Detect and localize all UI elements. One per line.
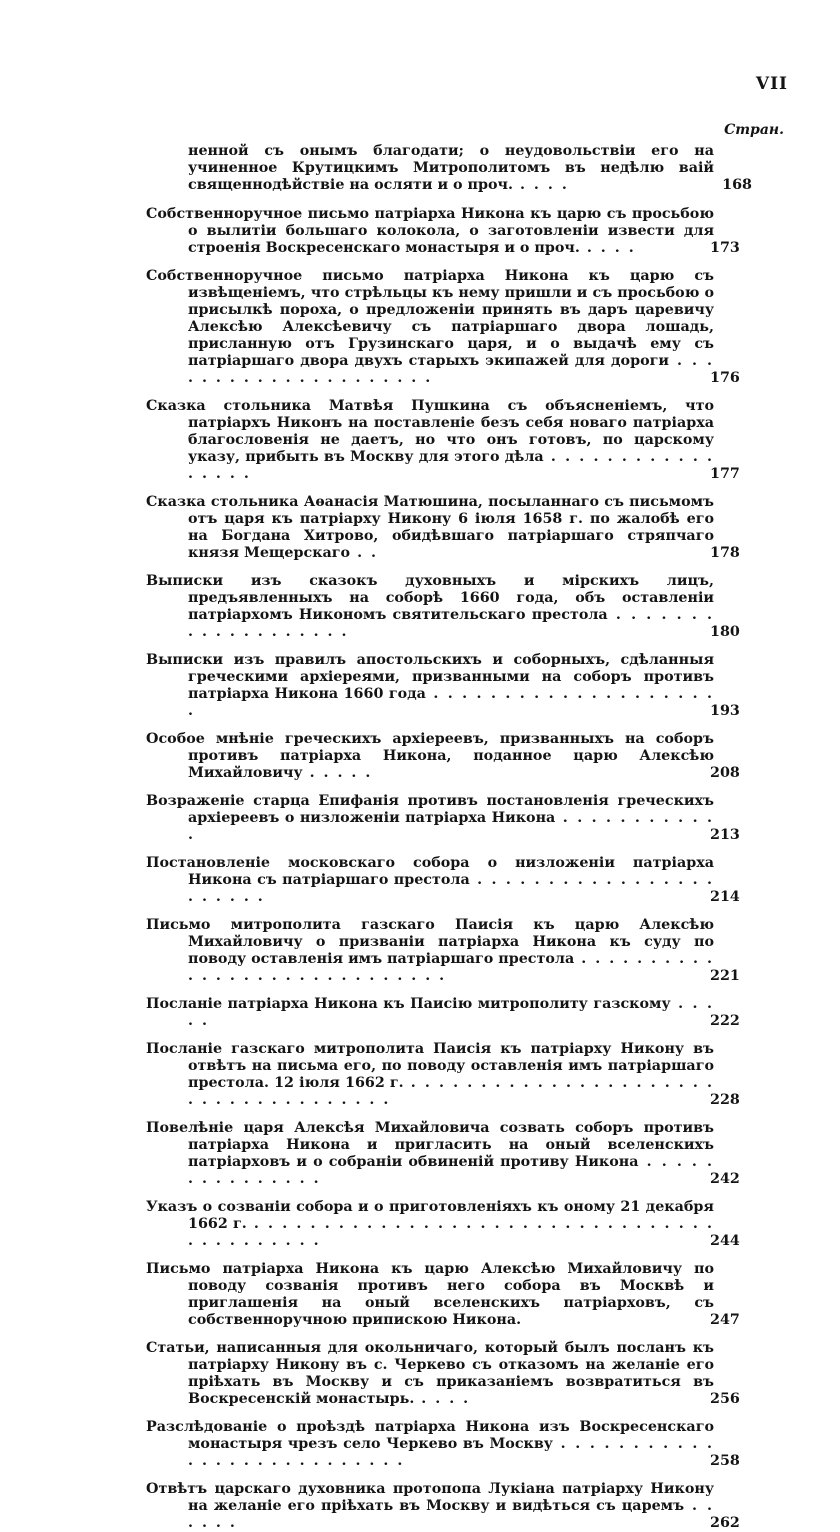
toc-entry: Посланіе патріарха Никона къ Паисію митрополиту газскому . . . . . 222 [146, 996, 740, 1029]
toc-entry: Статьи, написанныя для окольничаго, который былъ посланъ къ патріарху Никону въ с. Черкево съ отказомъ на желаніе его пріѣхать въ Москву и съ приказаніемъ возвратиться въ Воскресенскій монастырь. . . . . 256 [146, 1340, 740, 1407]
toc-entry-text: Статьи, написанныя для окольничаго, который былъ посланъ къ патріарху Никону въ с. Черкево съ отказомъ на желаніе его пріѣхать въ Москву и съ приказаніемъ возвратиться въ Воскресенскій монастырь. [146, 1340, 714, 1407]
toc-entry: Собственноручное письмо патріарха Никона къ царю съ просьбою о вылитіи большаго колокола, о заготовленіи извести для строенія Воскресенскаго монастыря и о проч. . . . . 173 [146, 206, 740, 256]
toc-entry-text: Письмо митрополита газскаго Паисія къ царю Алексѣю Михайловичу о призваніи патріарха Никона къ суду по поводу оставленія имъ патріаршаго престола [146, 917, 714, 967]
toc-entry-text: Выписки изъ сказокъ духовныхъ и мірскихъ лицъ, предъявленныхъ на соборѣ 1660 года, объ оставленіи патріархомъ Никономъ святительскаго престола [146, 573, 714, 623]
toc-entry-text: Особое мнѣніе греческихъ архіереевъ, призванныхъ на соборъ противъ патріарха Никона, поданное царю Алексѣю Михайловичу [146, 731, 714, 781]
toc-entry-text: Собственноручное письмо патріарха Никона къ царю съ просьбою о вылитіи большаго колокола, о заготовленіи извести для строенія Воскресенскаго монастыря и о проч. [146, 206, 714, 256]
toc-entry: Разслѣдованіе о проѣздѣ патріарха Никона изъ Воскресенскаго монастыря чрезъ село Черкево въ Москву . . . . . . . . . . . . . . . . . . . . . . . . . . . 258 [146, 1419, 740, 1469]
toc-entry: Письмо митрополита газскаго Паисія къ царю Алексѣю Михайловичу о призваніи патріарха Никона къ суду по поводу оставленія имъ патріаршаго престола . . . . . . . . . . . . . . . . . . . . . . . . . . . . . 221 [146, 917, 740, 984]
toc-entry-text: Сказка стольника Матвѣя Пушкина съ объясненіемъ, что патріархъ Никонъ на поставленіе безъ себя новаго патріарха благословенія не даетъ, но что онъ готовъ, по царскому указу, прибыть въ Москву для этого дѣла [146, 398, 714, 465]
toc-entry-text: Указъ о созваніи собора и о приготовленіяхъ къ оному 21 декабря 1662 г. [146, 1199, 714, 1232]
toc-entry-text: Посланіе патріарха Никона къ Паисію митрополиту газскому [146, 996, 671, 1012]
toc-entry: ненной съ онымъ благодати; о неудовольствіи его на учиненное Крутицкимъ Митрополитомъ въ недѣлю ваій священнодѣйствіе на осляти и о проч. . . . . 168 [188, 143, 752, 193]
toc-entry: Посланіе газскаго митрополита Паисія къ патріарху Никону въ отвѣтъ на письма его, по поводу оставленія имъ патріаршаго престола. 12 іюля 1662 г. . . . . . . . . . . . . . . . . . . . . . . . . . . . . . . . . . . . . . 228 [146, 1041, 740, 1108]
table-of-contents [146, 143, 752, 1532]
toc-entry-text: Разслѣдованіе о проѣздѣ патріарха Никона изъ Воскресенскаго монастыря чрезъ село Черкево въ Москву [146, 1419, 714, 1452]
page-number: VII [755, 74, 788, 94]
toc-entry-text: Сказка стольника Аѳанасія Матюшина, посыланнаго съ письмомъ отъ царя къ патріарху Никону 6 іюля 1658 г. по жалобѣ его на Богдана Хитрово, обидѣвшаго патріаршаго стряпчаго князя Мещерскаго [146, 494, 714, 561]
toc-entry: Постановленіе московскаго собора о низложеніи патріарха Никона съ патріаршаго престола . . . . . . . . . . . . . . . . . . . . . . . 214 [146, 855, 740, 905]
toc-entry: Собственноручное письмо патріарха Никона къ царю съ извѣщеніемъ, что стрѣльцы къ нему пришли и съ просьбою о присылкѣ пороха, о предложеніи принять въ даръ царевичу Алексѣю Алексѣевичу съ патріаршаго двора лошадь, присланную отъ Грузинскаго царя, и о выдачѣ ему съ патріаршаго двора двухъ старыхъ экипажей для дороги . . . . . . . . . . . . . . . . . . . . . 176 [146, 268, 740, 386]
toc-entry: Выписки изъ правилъ апостольскихъ и соборныхъ, сдѣланныя греческими архіереями, призванными на соборъ противъ патріарха Никона 1660 года . . . . . . . . . . . . . . . . . . . . . 193 [146, 652, 740, 719]
toc-entry-text: Повелѣніе царя Алексѣя Михайловича созвать соборъ противъ патріарха Никона и пригласить на оный вселенскихъ патріарховъ и о собраніи обвиненій противу Никона [146, 1120, 714, 1170]
toc-entry-text: Отвѣтъ царскаго духовника протопопа Лукіана патріарху Никону на желаніе его пріѣхать въ Москву и видѣться съ царемъ [146, 1481, 714, 1514]
toc-entry: Выписки изъ сказокъ духовныхъ и мірскихъ лицъ, предъявленныхъ на соборѣ 1660 года, объ оставленіи патріархомъ Никономъ святительскаго престола . . . . . . . . . . . . . . . . . . . 180 [146, 573, 740, 640]
toc-entry-text: ненной съ онымъ благодати; о неудовольствіи его на учиненное Крутицкимъ Митрополитомъ въ недѣлю ваій священнодѣйствіе на осляти и о проч. [188, 143, 714, 193]
toc-entry: Письмо патріарха Никона къ царю Алексѣю Михайловичу по поводу созванія противъ него собора въ Москвѣ и приглашенія на оный вселенскихъ патріарховъ, съ собственноручною припискою Никона. 247 [146, 1261, 740, 1328]
toc-entry: Особое мнѣніе греческихъ архіереевъ, призванныхъ на соборъ противъ патріарха Никона, поданное царю Алексѣю Михайловичу . . . . . 208 [146, 731, 740, 781]
page-column-header: Стран. [724, 122, 784, 138]
toc-entry-page: 168 [722, 177, 752, 193]
toc-entry-text: Письмо патріарха Никона къ царю Алексѣю Михайловичу по поводу созванія противъ него собора въ Москвѣ и приглашенія на оный вселенскихъ патріарховъ, съ собственноручною припискою Никона. [146, 1261, 714, 1328]
toc-entry: Отвѣтъ царскаго духовника протопопа Лукіана патріарху Никону на желаніе его пріѣхать въ Москву и видѣться съ царемъ . . . . . . 262 [146, 1481, 740, 1531]
toc-entry-text: Собственноручное письмо патріарха Никона къ царю съ извѣщеніемъ, что стрѣльцы къ нему пришли и съ просьбою о присылкѣ пороха, о предложеніи принять въ даръ царевичу Алексѣю Алексѣевичу съ патріаршаго двора лошадь, присланную отъ Грузинскаго царя, и о выдачѣ ему съ патріаршаго двора двухъ старыхъ экипажей для дороги [146, 268, 714, 369]
toc-entry-text: Постановленіе московскаго собора о низложеніи патріарха Никона съ патріаршаго престола [146, 855, 714, 888]
toc-entry-text: Возраженіе старца Епифанія противъ постановленія греческихъ архіереевъ о низложеніи патріарха Никона [146, 793, 714, 826]
toc-entry: Указъ о созваніи собора и о приготовленіяхъ къ оному 21 декабря 1662 г. . . . . . . . . . . . . . . . . . . . . . . . . . . . . . . . . . . . . . . . . . . . 244 [146, 1199, 740, 1249]
toc-entry: Повелѣніе царя Алексѣя Михайловича созвать соборъ противъ патріарха Никона и пригласить на оный вселенскихъ патріарховъ и о собраніи обвиненій противу Никона . . . . . . . . . . . . . . . 242 [146, 1120, 740, 1187]
toc-entry-text: Выписки изъ правилъ апостольскихъ и соборныхъ, сдѣланныя греческими архіереями, призванными на соборъ противъ патріарха Никона 1660 года [146, 652, 714, 702]
toc-entry: Возраженіе старца Епифанія противъ постановленія греческихъ архіереевъ о низложеніи патріарха Никона . . . . . . . . . . . . 213 [146, 793, 740, 843]
toc-entry: Сказка стольника Матвѣя Пушкина съ объясненіемъ, что патріархъ Никонъ на поставленіе безъ себя новаго патріарха благословенія не даетъ, но что онъ готовъ, по царскому указу, прибыть въ Москву для этого дѣла . . . . . . . . . . . . . . . . . 177 [146, 398, 740, 482]
toc-entry-text: Посланіе газскаго митрополита Паисія къ патріарху Никону въ отвѣтъ на письма его, по поводу оставленія имъ патріаршаго престола. 12 іюля 1662 г. [146, 1041, 714, 1091]
toc-entry: Сказка стольника Аѳанасія Матюшина, посыланнаго съ письмомъ отъ царя къ патріарху Никону 6 іюля 1658 г. по жалобѣ его на Богдана Хитрово, обидѣвшаго патріаршаго стряпчаго князя Мещерскаго . . 178 [146, 494, 740, 561]
